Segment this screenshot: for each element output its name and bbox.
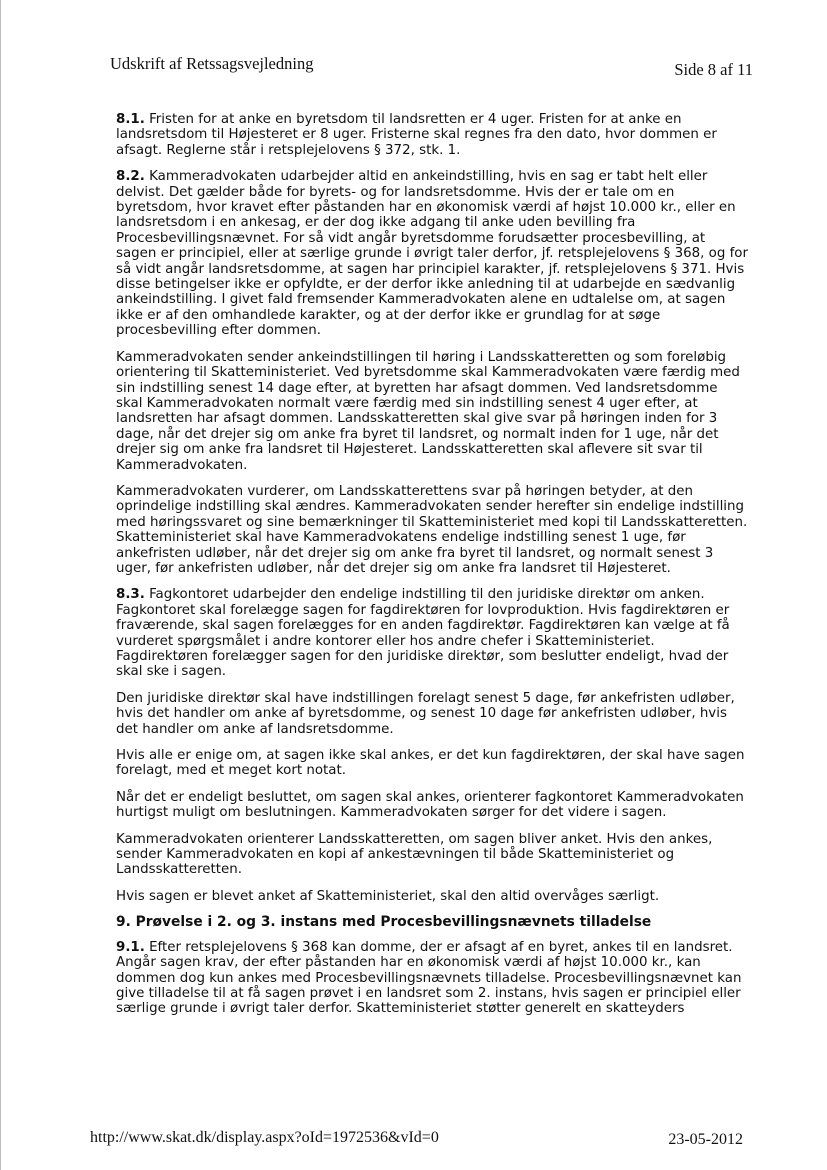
page-left-edge	[0, 0, 5, 1170]
document-title: Udskrift af Retssagsvejledning	[110, 54, 314, 73]
paragraph-8-3-deadline: Den juridiske direktør skal have indstillingen forelagt senest 5 dage, før ankefristen udløber, hvis det handler om anke af byretsdomme, og senest 10 dage før ankefristen udløber, hvis det handler om anke af landsretsdomme.	[116, 690, 735, 737]
paragraph-8-2	[116, 169, 748, 338]
paragraph-text: Kammeradvokaten udarbejder altid en ankeindstilling, hvis en sag er tabt helt eller delvist. Det gælder både for byrets- og for landsretsdomme. Hvis der er tale om en byretsdom, hvor kravet efter påstanden har en økonomisk værdi af højst 10.000 kr., eller en landsretsdom i en ankesag, er der dog ikke adgang til anke uden bevilling fra Procesbevillingsnævnet. For så vidt angår byretsdomme forudsætter procesbevilling, at sagen er principiel, eller at særlige grunde i øvrigt taler derfor, jf. retsplejelovens § 368, og for så vidt angår landsretsdomme, at sagen har principiel karakter, jf. retsplejelovens § 371. Hvis disse betingelser ikke er opfyldte, er der derfor ikke anledning til at udarbejde en sædvanlig ankeindstilling. I givet fald fremsender Kammeradvokaten alene en udtalelse om, at sagen ikke er af den omhandlede karakter, og at der derfor ikke er grundlag for at søge procesbevilling efter dommen.	[116, 169, 749, 339]
paragraph-8-2-final: Kammeradvokaten vurderer, om Landsskatterettens svar på høringen betyder, at den oprindelige indstilling skal ændres. Kammeradvokaten sender herefter sin endelige indstilling med høringssvaret og sine bemærkninger til Skatteministeriet med kopi til Landsskatteretten. Skatteministeriet skal have Kammeradvokatens endelige indstilling senest 1 uge, før ankefristen udløber, når det drejer sig om anke fra byret til landsret, og normalt senest 3 uger, før ankefristen udløber, når det drejer sig om anke fra landsret til Højesteret.	[116, 483, 748, 576]
page-number: Side 8 af 11	[674, 60, 753, 79]
section-number: 8.1.	[116, 112, 145, 127]
paragraph-8-3-decided: Når det er endeligt besluttet, om sagen skal ankes, orienterer fagkontoret Kammeradvokaten hurtigst muligt om beslutningen. Kammeradvokaten sørger for det videre i sagen.	[116, 789, 744, 821]
footer-date: 23-05-2012	[668, 1131, 743, 1148]
paragraph-text: Fristen for at anke en byretsdom til landsretten er 4 uger. Fristen for at anke en landsretsdom til Højesteret er 8 uger. Fristerne skal regnes fra den dato, hvor dommen er afsagt. Reglerne står i retsplejelovens § 372, stk. 1.	[116, 112, 717, 158]
paragraph-8-3	[116, 587, 748, 679]
section-number: 8.2.	[116, 169, 145, 185]
paragraph-8-3-monitor: Hvis sagen er blevet anket af Skatteministeriet, skal den altid overvåges særligt.	[116, 888, 660, 904]
section-9-heading: 9. Prøvelse i 2. og 3. instans med Procesbevillingsnævnets tilladelse	[116, 914, 652, 931]
paragraph-text: Efter retsplejelovens § 368 kan domme, der er afsagt af en byret, ankes til en landsret. Angår sagen krav, der efter påstanden har en økonomisk værdi af højst 10.000 kr., kan dommen dog kun ankes med Procesbevillingsnævnets tilladelse. Procesbevillingsnævnet kan give tilladelse til at få sagen prøvet i en landsret som 2. instans, hvis sagen er principiel eller særlige grunde i øvrigt taler derfor. Skatteministeriet støtter generelt en skatteyders	[116, 939, 742, 1017]
footer-url: http://www.skat.dk/display.aspx?oId=1972536&vId=0	[90, 1129, 439, 1146]
paragraph-9-1	[116, 940, 748, 1017]
paragraph-8-3-agree: Hvis alle er enige om, at sagen ikke skal ankes, er det kun fagdirektøren, der skal have sagen forelagt, med et meget kort notat.	[116, 748, 745, 779]
document-body	[116, 112, 748, 1028]
section-number: 8.3.	[116, 587, 145, 603]
paragraph-8-2-hearing: Kammeradvokaten sender ankeindstillingen til høring i Landsskatteretten og som foreløbig orientering til Skatteministeriet. Ved byretsdomme skal Kammeradvokaten være færdig med sin indstilling senest 14 dage efter, at byretten har afsagt dommen. Ved landsretsdomme skal Kammeradvokaten normalt være færdig med sin indstilling senest 4 uger efter, at landsretten har afsagt dommen. Landsskatteretten skal give svar på høringen inden for 3 dage, når det drejer sig om anke fra byret til landsret, og normalt inden for 1 uge, når det drejer sig om anke fra landsret til Højesteret. Landsskatteretten skal aflevere sit svar til Kammeradvokaten.	[116, 349, 740, 473]
paragraph-8-1	[116, 112, 748, 158]
section-number: 9.1.	[116, 939, 145, 955]
paragraph-text: Fagkontoret udarbejder den endelige indstilling til den juridiske direktør om anken. Fagkontoret skal forelægge sagen for fagdirektøren for lovproduktion. Hvis fagdirektøren er fraværende, skal sagen forelægges for en anden fagdirektør. Fagdirektøren kan vælge at få vurderet spørgsmålet i andre kontorer eller hos andre chefer i Skatteministeriet. Fagdirektøren forelægger sagen for den juridiske direktør, som beslutter endeligt, hvad der skal ske i sagen.	[116, 587, 730, 680]
paragraph-8-3-orient: Kammeradvokaten orienterer Landsskatteretten, om sagen bliver anket. Hvis den ankes, sender Kammeradvokaten en kopi af ankestævningen til både Skatteministeriet og Landsskatteretten.	[116, 831, 713, 878]
